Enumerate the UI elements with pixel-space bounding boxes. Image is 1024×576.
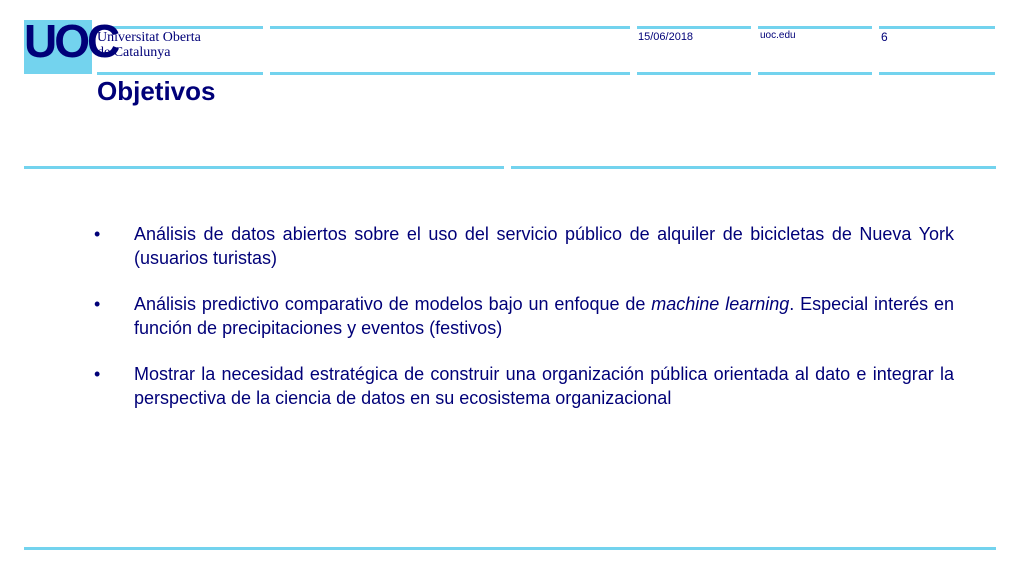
header-rule-top-1	[97, 26, 263, 29]
page-number: 6	[881, 30, 888, 44]
bullet-marker: •	[94, 294, 101, 314]
site-link[interactable]: uoc.edu	[760, 30, 796, 41]
bullet-text: Mostrar la necesidad estratégica de construir una organización pública orientada al dato e integrar la perspectiva de la ciencia de datos en su ecosistema organizacional	[134, 364, 954, 408]
bullet-emphasis: machine learning	[651, 294, 790, 314]
title-rule-left	[24, 166, 504, 169]
slide-date: 15/06/2018	[638, 31, 694, 43]
header-rule-bottom-5	[879, 72, 995, 75]
bullet-marker: •	[94, 364, 101, 384]
logo-letters: UOC	[24, 15, 118, 67]
bullet-text-after: . Especial interés en función de precipitaciones y eventos (festivos)	[134, 294, 954, 338]
header-rule-top-5	[879, 26, 995, 29]
institution-name-line1: Universitat Oberta	[97, 30, 201, 45]
footer-rule	[24, 547, 996, 550]
list-item	[90, 292, 954, 340]
header-rule-top-4	[758, 26, 872, 29]
header-rule-bottom-2	[270, 72, 630, 75]
header-rule-bottom-3	[637, 72, 751, 75]
institution-name-line2: de Catalunya	[97, 45, 171, 60]
bullet-marker: •	[94, 224, 101, 244]
list-item	[90, 222, 954, 270]
logo-mark	[24, 15, 118, 78]
institution-name	[97, 30, 201, 60]
header-rule-bottom-1	[97, 72, 263, 75]
bullet-text: Análisis de datos abiertos sobre el uso del servicio público de alquiler de bicicletas de Nueva York (usuarios turistas)	[134, 224, 954, 268]
objectives-list	[90, 222, 954, 432]
header-rule-top-2	[270, 26, 630, 29]
slide-title: Objetivos	[97, 76, 216, 106]
header-rule-top-3	[637, 26, 751, 29]
header-rule-bottom-4	[758, 72, 872, 75]
bullet-text-before: Análisis predictivo comparativo de modelos bajo un enfoque de	[134, 294, 652, 314]
title-rule-right	[511, 166, 996, 169]
list-item	[90, 362, 954, 410]
